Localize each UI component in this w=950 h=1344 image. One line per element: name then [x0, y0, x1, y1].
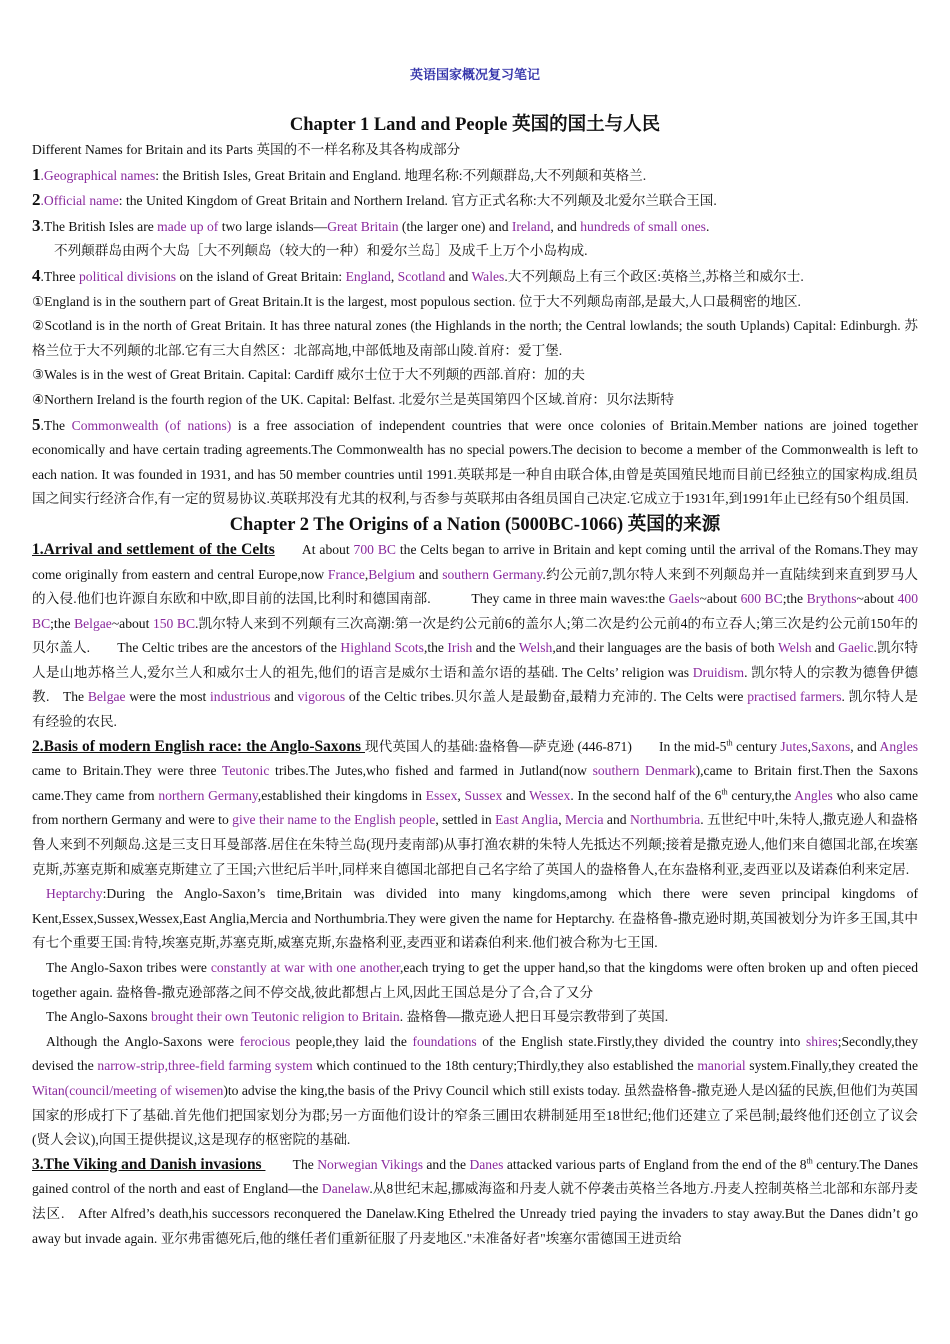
paragraph-religion: The Anglo-Saxons brought their own Teutonic religion to Britain. 盎格鲁—撒克逊人把日耳曼宗教带到了英国.: [46, 1009, 669, 1025]
section-2-2-heading: 2.Basis of modern English race: the Anglo-Saxons: [32, 737, 365, 755]
section-2-3: 3.The Viking and Danish invasions The Norwegian Vikings and the Danes attacked various parts of England from the end of the 8th century.The Danes gained control of the north and east of England—the Danelaw.从8世纪末起,挪威海盗和丹麦人就不停袭击英格兰各地方.丹麦人控制英格兰北部和东部丹麦法区. After Alfred’s death,his successors reconquered the Danelaw.King Ethelred the Unready tried paying the invaders to stay away.But the Danes didn’t go away but invade again. 亚尔弗雷德死后,他的继任者们重新征服了丹麦地区."未准备好者"埃塞尔雷德国王进贡给: [32, 1155, 918, 1246]
list-item-northern-ireland: ④Northern Ireland is the fourth region of the UK. Capital: Belfast. 北爱尔兰是英国第四个区域.首府：贝尔法斯特: [32, 391, 674, 407]
chapter-1-subtitle: Different Names for Britain and its Parts 英国的不一样名称及其各构成部分: [32, 142, 461, 157]
section-2-3-heading: 3.The Viking and Danish invasions: [32, 1155, 266, 1173]
paragraph-1-3: 3.The British Isles are made up of two large islands—Great Britain (the larger one) and Ireland, and hundreds of small ones.: [32, 215, 710, 235]
list-item-scotland: ②Scotland is in the north of Great Britain. It has three natural zones (the Highlands in the north; the Central lowlands; the south Uplands) Capital: Edinburgh. 苏格兰位于大不列颠的北部.它有三大自然区：北部高地,中部低地及南部山陵.首府：爱丁堡.: [32, 318, 918, 358]
paragraph-1-4: 4.Three political divisions on the island of Great Britain: England, Scotland and Wales.大不列颠岛上有三个政区:英格兰,苏格兰和威尔士.: [32, 265, 804, 285]
chapter-1-title: Chapter 1 Land and People 英国的国土与人民: [289, 115, 661, 135]
chapter-2-title: Chapter 2 The Origins of a Nation (5000BC-1066) 英国的来源: [229, 514, 721, 535]
section-2-2: 2.Basis of modern English race: the Anglo-Saxons 现代英国人的基础:盎格鲁—萨克逊 (446-871) In the mid-5th century Jutes,Saxons, and Angles came to Britain.They were three Teutonic tribes.The Jutes,who fished and farmed in Jutland(now southern Denmark),came to Britain first.Then the Saxons came.They came from northern Germany,established their kingdoms in Essex, Sussex and Wessex. In the second half of the 6th century,the Angles who also came from northern Germany and were to give their name to the English people, settled in East Anglia, Mercia and Northumbria. 五世纪中叶,朱特人,撒克逊人和盎格鲁人来到不列颠岛.这是三支日耳曼部落.居住在朱特兰岛(现丹麦南部)从事打渔农耕的朱特人先抵达不列颠;接着是撒克逊人,他们来自德国北部,在埃塞克斯,苏塞克斯和威塞克斯建立了王国;六世纪后半叶,同样来自德国北部把自己名字给了英国人的盎格鲁人,在东盎格利亚,麦西亚以及诺森伯利来定居.: [32, 737, 919, 877]
paragraph-constant-war: The Anglo-Saxon tribes were constantly at war with one another,each trying to get the upper hand,so that the kingdoms were often broken up and often pieced together again. 盎格鲁-撒克逊部落之间不停交战,彼此都想占上风,因此王国总是分了合,合了又分: [32, 960, 919, 1000]
paragraph-1-3-chinese: 不列颠群岛由两个大岛［大不列颠岛（较大的一种）和爱尔兰岛］及成千上万个小岛构成.: [54, 243, 588, 259]
paragraph-1-2: 2.Official name: the United Kingdom of Great Britain and Northern Ireland. 官方正式名称:大不列颠及北爱尔兰联合王国.: [32, 190, 717, 210]
list-item-wales: ③Wales is in the west of Great Britain. Capital: Cardiff 威尔士位于大不列颠的西部.首府：加的夫: [32, 367, 586, 383]
document-title: 英语国家概况复习笔记: [409, 67, 540, 82]
paragraph-1-5: 5.The Commonwealth (of nations) is a free association of independent countries that were once colonies of Britain.Member nations are joined together economically and have certain trading agreements.The Commonwealth has no special powers.The decision to become a member of the Commonwealth is left to each nation. It was founded in 1931, and has 50 member countries until 1991.英联邦是一种自由联合体,由曾是英国殖民地而目前已经独立的国家构成.组员国之间实行经济合作,有一定的贸易协议.英联邦没有尤其的权利,与否参与英联邦由各组员国自己决定.它成立于1931年,到1991年止已经有50个组员国.: [32, 414, 918, 507]
section-2-1-heading: 1.Arrival and settlement of the Celts: [32, 540, 275, 558]
document-page: [32, 0, 918, 1251]
paragraph-1-1: 1.Geographical names: the British Isles, Great Britain and England. 地理名称:不列颠群岛,大不列颠和英格兰.: [32, 164, 647, 184]
paragraph-foundations: Although the Anglo-Saxons were ferocious people,they laid the foundations of the English state.Firstly,they divided the country into shires;Secondly,they devised the narrow-strip,three-field farming system which continued to the 18th century;Thirdly,they also established the manorial system.Finally,they created the Witan(council/meeting of wisemen)to advise the king,the basis of the Privy Council which still exists today. 虽然盎格鲁-撒克逊人是凶猛的民族,但他们为英国国家的形成打下了基础.首先他们把国家划分为郡;另一方面他们设计的窄条三圃田农耕制延用至18世纪;他们还建立了采邑制;最终他们还创立了议会(贤人会议),向国王提供提议,这是现存的枢密院的基础.: [32, 1033, 918, 1148]
paragraph-heptarchy: Heptarchy:During the Anglo-Saxon’s time,Britain was divided into many kingdoms,among which there were seven principal kingdoms of Kent,Essex,Sussex,Wessex,East Anglia,Mercia and Northumbria.They were given the name for Heptarchy. 在盎格鲁-撒克逊时期,英国被划分为许多王国,其中有七个重要王国:肯特,埃塞克斯,苏塞克斯,威塞克斯,东盎格利亚,麦西亚和诺森伯利来.他们被合称为七王国.: [32, 886, 918, 951]
list-item-england: ①England is in the southern part of Great Britain.It is the largest, most populous section. 位于大不列颠岛南部,是最大,人口最稠密的地区.: [32, 293, 801, 309]
section-2-1: 1.Arrival and settlement of the Celts At about 700 BC the Celts began to arrive in Britain and kept coming until the arrival of the Romans.They may come originally from eastern and central Europe,now France,Belgium and southern Germany.约公元前7,凯尔特人来到不列颠岛并一直陆续到来直到罗马人的入侵.他们也许源自东欧和中欧,即目前的法国,比利时和德国南部. They came in three main waves:the Gaels~about 600 BC;the Brythons~about 400 BC;the Belgae~about 150 BC.凯尔特人来到不列颠有三次高潮:第一次是约公元前6的盖尔人;第二次是约公元前4的布立吞人;第三次是约公元前150年的贝尔盖人. The Celtic tribes are the ancestors of the Highland Scots,the Irish and the Welsh,and their languages are the basis of both Welsh and Gaelic.凯尔特人是山地苏格兰人,爱尔兰人和威尔士人的祖先,他们的语言是威尔士语和盖尔语的基础. The Celts’ religion was Druidism. 凯尔特人的宗教为德鲁伊德教. The Belgae were the most industrious and vigorous of the Celtic tribes.贝尔盖人是最勤奋,最精力充沛的. The Celts were practised farmers. 凯尔特人是有经验的农民.: [32, 540, 919, 730]
